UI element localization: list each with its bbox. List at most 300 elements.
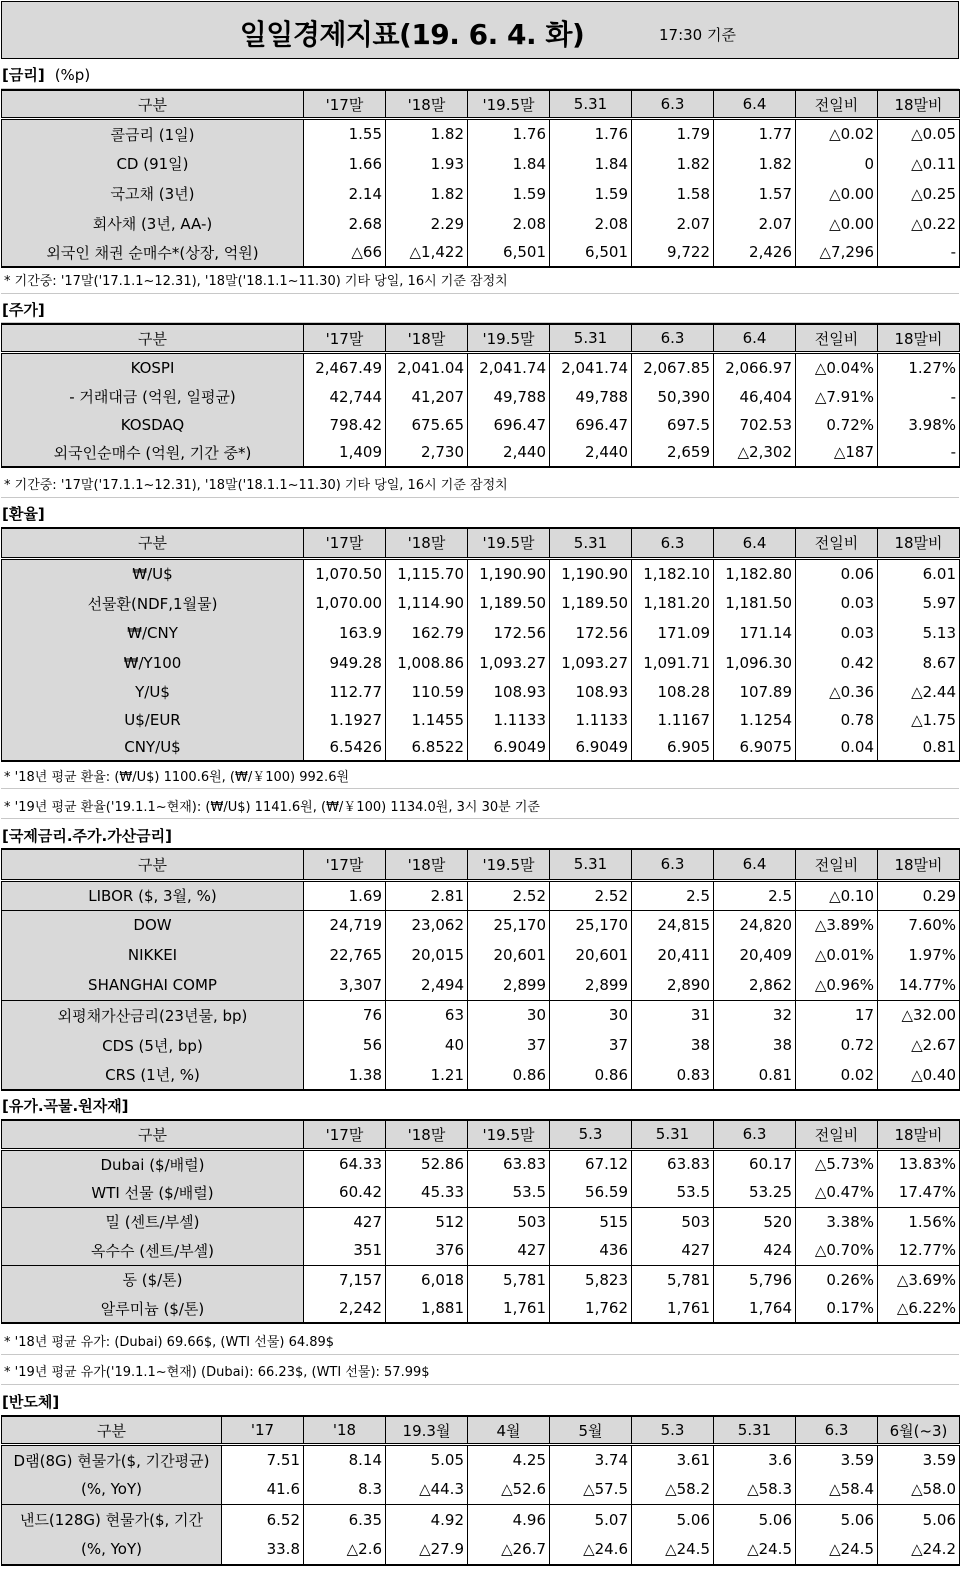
table-cell: 5,823	[550, 1265, 632, 1294]
table-row	[2, 1207, 960, 1236]
table-row	[2, 1294, 960, 1323]
table-cell: 2,041.74	[550, 353, 632, 383]
table-cell: 376	[386, 1236, 468, 1265]
column-header: 5.31	[550, 849, 632, 880]
table-cell: △0.36	[796, 678, 878, 706]
row-label: Y/U$	[2, 678, 304, 706]
column-header: '17말	[304, 90, 386, 119]
row-label: D램(8G) 현물가($, 기간평균)	[2, 1445, 222, 1475]
table-row	[2, 618, 960, 648]
row-label: 외국인순매수 (억원, 기간 중*)	[2, 439, 304, 467]
table-cell: 1.1167	[632, 706, 714, 733]
table-cell: 1.82	[386, 119, 468, 149]
table-cell: -	[878, 383, 960, 411]
table-cell: △58.3	[714, 1475, 796, 1505]
header-row	[2, 1120, 960, 1149]
table-cell: 2,440	[550, 439, 632, 467]
table-cell: 1,762	[550, 1294, 632, 1323]
table-row	[2, 733, 960, 761]
table-row	[2, 970, 960, 1000]
header-row	[2, 849, 960, 880]
table-cell: △24.5	[796, 1535, 878, 1565]
table-cell: 2,041.74	[468, 353, 550, 383]
column-header: '17	[222, 1416, 304, 1445]
column-header: '17말	[304, 1120, 386, 1149]
row-label: - 거래대금 (억원, 일평균)	[2, 383, 304, 411]
table-cell: 520	[714, 1207, 796, 1236]
table-cell: 6.52	[222, 1505, 304, 1535]
table-cell: 60.17	[714, 1149, 796, 1178]
commod-footnote-1: * '18년 평균 유가: (Dubai) 69.66$, (WTI 선물) 64.89$	[4, 1335, 335, 1350]
table-cell: △2,302	[714, 439, 796, 467]
column-header: 구분	[2, 1120, 304, 1149]
table-cell: △0.02	[796, 119, 878, 149]
column-header: 전일비	[796, 528, 878, 558]
table-cell: △24.6	[550, 1535, 632, 1565]
table-cell: 1,189.50	[468, 588, 550, 618]
table-cell: 67.12	[550, 1149, 632, 1178]
table-cell: △6.22%	[878, 1294, 960, 1323]
table-cell: 1,189.50	[550, 588, 632, 618]
table-cell: 2,862	[714, 970, 796, 1000]
table-cell: 6.9049	[550, 733, 632, 761]
column-header: 구분	[2, 849, 304, 880]
column-header: 전일비	[796, 1120, 878, 1149]
table-cell: 63	[386, 1000, 468, 1030]
table-cell: 38	[632, 1030, 714, 1060]
row-label: NIKKEI	[2, 940, 304, 970]
table-cell: 2,041.04	[386, 353, 468, 383]
column-header: 6.4	[714, 90, 796, 119]
table-row	[2, 353, 960, 383]
table-cell: 53.5	[468, 1178, 550, 1207]
table-cell: 49,788	[468, 383, 550, 411]
row-label: SHANGHAI COMP	[2, 970, 304, 1000]
table-cell: 1.76	[468, 119, 550, 149]
table-cell: △0.04%	[796, 353, 878, 383]
table-cell: 3.59	[796, 1445, 878, 1475]
table-cell: 0.17%	[796, 1294, 878, 1323]
row-label: 선물환(NDF,1월물)	[2, 588, 304, 618]
column-header: 전일비	[796, 90, 878, 119]
column-header: 4월	[468, 1416, 550, 1445]
column-header: 구분	[2, 324, 304, 353]
table-cell: △27.9	[386, 1535, 468, 1565]
table-cell: 17.47%	[878, 1178, 960, 1207]
table-cell: △0.25	[878, 179, 960, 209]
table-cell: △0.11	[878, 149, 960, 179]
column-header: 5.3	[550, 1120, 632, 1149]
title-bar	[1, 1, 959, 59]
table-cell: △26.7	[468, 1535, 550, 1565]
table-cell: 13.83%	[878, 1149, 960, 1178]
column-header: 5.31	[550, 90, 632, 119]
column-header: '19.5말	[468, 528, 550, 558]
table-cell: 2,730	[386, 439, 468, 467]
table-cell: 49,788	[550, 383, 632, 411]
column-header: 5월	[550, 1416, 632, 1445]
commod-footnote-2: * '19년 평균 유가('19.1.1~현재) (Dubai): 66.23$, (WTI 선물): 57.99$	[4, 1365, 430, 1380]
table-cell: 63.83	[468, 1149, 550, 1178]
column-header: 6.4	[714, 528, 796, 558]
table-row	[2, 910, 960, 940]
header-row	[2, 324, 960, 353]
row-line	[1, 497, 959, 498]
row-label: U$/EUR	[2, 706, 304, 733]
table-cell: 2.68	[304, 209, 386, 239]
row-label: KOSDAQ	[2, 411, 304, 439]
table-cell: △58.4	[796, 1475, 878, 1505]
table-cell: 63.83	[632, 1149, 714, 1178]
row-label: 외국인 채권 순매수*(상장, 억원)	[2, 239, 304, 267]
commod-table	[1, 1119, 960, 1324]
table-cell: 1.27%	[878, 353, 960, 383]
table-cell: △57.5	[550, 1475, 632, 1505]
table-cell: 1,096.30	[714, 648, 796, 678]
column-header: 5.31	[550, 324, 632, 353]
row-label: LIBOR ($, 3월, %)	[2, 880, 304, 910]
table-cell: 1.1133	[468, 706, 550, 733]
table-cell: 12.77%	[878, 1236, 960, 1265]
table-cell: 6.9049	[468, 733, 550, 761]
table-cell: 8.3	[304, 1475, 386, 1505]
table-row	[2, 880, 960, 910]
table-cell: 172.56	[468, 618, 550, 648]
table-cell: 33.8	[222, 1535, 304, 1565]
table-cell: 1.55	[304, 119, 386, 149]
table-cell: 53.25	[714, 1178, 796, 1207]
table-cell: 1,070.00	[304, 588, 386, 618]
rates-table	[1, 89, 960, 268]
section-label-commod: [유가.곡물.원자재]	[2, 1097, 129, 1115]
row-label: CDS (5년, bp)	[2, 1030, 304, 1060]
table-cell: 2,899	[468, 970, 550, 1000]
section-label-intl: [국제금리.주가.가산금리]	[2, 827, 173, 845]
table-cell: △0.70%	[796, 1236, 878, 1265]
column-header: 18말비	[878, 90, 960, 119]
table-cell: △0.47%	[796, 1178, 878, 1207]
table-row	[2, 239, 960, 267]
table-cell: 503	[632, 1207, 714, 1236]
table-cell: 1,182.10	[632, 558, 714, 588]
table-cell: 6,501	[468, 239, 550, 267]
table-cell: 5.05	[386, 1445, 468, 1475]
table-cell: △3.69%	[878, 1265, 960, 1294]
table-cell: △52.6	[468, 1475, 550, 1505]
table-cell: △0.00	[796, 209, 878, 239]
table-row	[2, 1178, 960, 1207]
table-cell: 697.5	[632, 411, 714, 439]
table-cell: 1.21	[386, 1060, 468, 1090]
table-cell: 6.905	[632, 733, 714, 761]
row-label: 국고채 (3년)	[2, 179, 304, 209]
row-line	[1, 818, 959, 819]
table-row	[2, 439, 960, 467]
column-header: 19.3월	[386, 1416, 468, 1445]
header-row	[2, 528, 960, 558]
table-cell: 30	[468, 1000, 550, 1030]
table-cell: 2,890	[632, 970, 714, 1000]
table-cell: 2.08	[550, 209, 632, 239]
row-line	[1, 788, 959, 789]
table-cell: 5,781	[468, 1265, 550, 1294]
table-cell: △0.01%	[796, 940, 878, 970]
table-cell: △5.73%	[796, 1149, 878, 1178]
table-cell: 1.93	[386, 149, 468, 179]
section-label-rates: [금리] (%p)	[2, 66, 91, 84]
table-cell: 1,008.86	[386, 648, 468, 678]
table-cell: 512	[386, 1207, 468, 1236]
column-header: 6.3	[714, 1120, 796, 1149]
table-row	[2, 1445, 960, 1475]
table-cell: 25,170	[550, 910, 632, 940]
table-cell: 5,781	[632, 1265, 714, 1294]
table-cell: 2.52	[550, 880, 632, 910]
table-cell: 40	[386, 1030, 468, 1060]
table-cell: 42,744	[304, 383, 386, 411]
table-cell: 1,190.90	[550, 558, 632, 588]
table-cell: 30	[550, 1000, 632, 1030]
table-cell: 9,722	[632, 239, 714, 267]
column-header: '18말	[386, 849, 468, 880]
table-cell: 1,093.27	[550, 648, 632, 678]
table-cell: 0.02	[796, 1060, 878, 1090]
column-header: 5.3	[632, 1416, 714, 1445]
column-header: 5.31	[714, 1416, 796, 1445]
row-label: CRS (1년, %)	[2, 1060, 304, 1090]
table-cell: 0.03	[796, 588, 878, 618]
table-cell: △187	[796, 439, 878, 467]
table-cell: 2,426	[714, 239, 796, 267]
table-cell: 45.33	[386, 1178, 468, 1207]
fx-table	[1, 527, 960, 762]
table-cell: 6,501	[550, 239, 632, 267]
table-cell: 6.9075	[714, 733, 796, 761]
section-label-fx: [환율]	[2, 505, 45, 523]
table-cell: 1.1927	[304, 706, 386, 733]
table-row	[2, 940, 960, 970]
table-cell: 515	[550, 1207, 632, 1236]
column-header: '18말	[386, 324, 468, 353]
table-cell: 2.07	[714, 209, 796, 239]
table-cell: 1,190.90	[468, 558, 550, 588]
table-cell: 163.9	[304, 618, 386, 648]
table-cell: 4.92	[386, 1505, 468, 1535]
column-header: '19.5말	[468, 1120, 550, 1149]
table-row	[2, 558, 960, 588]
table-cell: 0.86	[550, 1060, 632, 1090]
column-header: 18말비	[878, 324, 960, 353]
table-cell: △0.22	[878, 209, 960, 239]
table-cell: 5.06	[632, 1505, 714, 1535]
table-row	[2, 1149, 960, 1178]
table-cell: 5.13	[878, 618, 960, 648]
column-header: '19.5말	[468, 90, 550, 119]
column-header: 18말비	[878, 849, 960, 880]
fx-footnote-2: * '19년 평균 환율('19.1.1~현재): (₩/U$) 1141.6원, (₩/￥100) 1134.0원, 3시 30분 기준	[4, 800, 540, 815]
table-cell: △2.67	[878, 1030, 960, 1060]
table-cell: 0.72	[796, 1030, 878, 1060]
table-cell: 20,409	[714, 940, 796, 970]
column-header: 전일비	[796, 849, 878, 880]
column-header: '17말	[304, 528, 386, 558]
row-line	[1, 293, 959, 294]
row-label: ₩/Y100	[2, 648, 304, 678]
table-cell: 798.42	[304, 411, 386, 439]
table-cell: 5.06	[714, 1505, 796, 1535]
column-header: 구분	[2, 1416, 222, 1445]
table-cell: 3.38%	[796, 1207, 878, 1236]
column-header: 구분	[2, 90, 304, 119]
table-row	[2, 648, 960, 678]
section-label-stocks: [주가]	[2, 301, 45, 319]
table-cell: △0.00	[796, 179, 878, 209]
row-label: 동 ($/톤)	[2, 1265, 304, 1294]
table-cell: 76	[304, 1000, 386, 1030]
table-cell: △7.91%	[796, 383, 878, 411]
column-header: '18말	[386, 528, 468, 558]
table-cell: 8.14	[304, 1445, 386, 1475]
row-label: KOSPI	[2, 353, 304, 383]
column-header: 전일비	[796, 324, 878, 353]
table-cell: 1,091.71	[632, 648, 714, 678]
table-cell: 7,157	[304, 1265, 386, 1294]
table-cell: -	[878, 239, 960, 267]
row-label: 낸드(128G) 현물가($, 기간	[2, 1505, 222, 1535]
table-cell: 56.59	[550, 1178, 632, 1207]
table-cell: △1,422	[386, 239, 468, 267]
table-cell: 5.07	[550, 1505, 632, 1535]
table-row	[2, 179, 960, 209]
table-cell: 2,067.85	[632, 353, 714, 383]
column-header: 6.3	[796, 1416, 878, 1445]
row-label: (%, YoY)	[2, 1535, 222, 1565]
table-cell: 0.06	[796, 558, 878, 588]
table-cell: 20,411	[632, 940, 714, 970]
table-cell: 2.14	[304, 179, 386, 209]
table-cell: 1,114.90	[386, 588, 468, 618]
table-cell: 1.56%	[878, 1207, 960, 1236]
table-cell: 38	[714, 1030, 796, 1060]
table-cell: 32	[714, 1000, 796, 1030]
table-row	[2, 1265, 960, 1294]
table-cell: 427	[304, 1207, 386, 1236]
table-cell: 7.60%	[878, 910, 960, 940]
table-cell: 0	[796, 149, 878, 179]
table-cell: 6,018	[386, 1265, 468, 1294]
table-cell: 25,170	[468, 910, 550, 940]
table-cell: 1.66	[304, 149, 386, 179]
header-row	[2, 1416, 960, 1445]
row-label: 밀 (센트/부셀)	[2, 1207, 304, 1236]
table-cell: 20,015	[386, 940, 468, 970]
table-cell: 1.82	[386, 179, 468, 209]
row-label: ₩/U$	[2, 558, 304, 588]
table-cell: 1,181.50	[714, 588, 796, 618]
table-cell: 2,242	[304, 1294, 386, 1323]
table-cell: △3.89%	[796, 910, 878, 940]
column-header: 5.31	[632, 1120, 714, 1149]
table-cell: 1,181.20	[632, 588, 714, 618]
table-cell: 108.28	[632, 678, 714, 706]
table-cell: 1.79	[632, 119, 714, 149]
table-cell: 20,601	[550, 940, 632, 970]
table-cell: 0.42	[796, 648, 878, 678]
table-cell: 3.74	[550, 1445, 632, 1475]
table-cell: 1,409	[304, 439, 386, 467]
table-row	[2, 119, 960, 149]
table-row	[2, 1475, 960, 1505]
table-cell: 1.1254	[714, 706, 796, 733]
table-cell: 0.83	[632, 1060, 714, 1090]
column-header: 6.4	[714, 849, 796, 880]
table-cell: △58.0	[878, 1475, 960, 1505]
table-cell: 1.76	[550, 119, 632, 149]
table-cell: 0.72%	[796, 411, 878, 439]
table-cell: 60.42	[304, 1178, 386, 1207]
row-line	[1, 1384, 959, 1385]
stocks-table	[1, 323, 960, 468]
table-cell: 5.06	[878, 1505, 960, 1535]
table-cell: 949.28	[304, 648, 386, 678]
table-cell: 4.96	[468, 1505, 550, 1535]
table-cell: 24,820	[714, 910, 796, 940]
table-cell: 14.77%	[878, 970, 960, 1000]
column-header: '19.5말	[468, 849, 550, 880]
table-cell: △0.10	[796, 880, 878, 910]
table-cell: 1.69	[304, 880, 386, 910]
table-cell: 2.08	[468, 209, 550, 239]
table-cell: 2,467.49	[304, 353, 386, 383]
table-cell: 427	[468, 1236, 550, 1265]
table-cell: 17	[796, 1000, 878, 1030]
table-cell: 696.47	[550, 411, 632, 439]
row-label: DOW	[2, 910, 304, 940]
as-of-time: 17:30 기준	[659, 26, 736, 44]
table-cell: 23,062	[386, 910, 468, 940]
column-header: '17말	[304, 324, 386, 353]
table-cell: 351	[304, 1236, 386, 1265]
table-cell: 3.6	[714, 1445, 796, 1475]
table-cell: 0.86	[468, 1060, 550, 1090]
table-cell: △66	[304, 239, 386, 267]
table-cell: 6.01	[878, 558, 960, 588]
column-header: 6.3	[632, 324, 714, 353]
table-cell: 1.59	[550, 179, 632, 209]
column-header: 6.4	[714, 324, 796, 353]
row-line	[1, 1354, 959, 1355]
table-cell: 2,659	[632, 439, 714, 467]
table-cell: 427	[632, 1236, 714, 1265]
table-cell: 1.58	[632, 179, 714, 209]
table-cell: 110.59	[386, 678, 468, 706]
table-cell: △7,296	[796, 239, 878, 267]
table-cell: △0.96%	[796, 970, 878, 1000]
table-cell: 503	[468, 1207, 550, 1236]
row-label: 콜금리 (1일)	[2, 119, 304, 149]
table-cell: 2,899	[550, 970, 632, 1000]
rates-footnote: * 기간중: '17말('17.1.1~12.31), '18말('18.1.1~11.30) 기타 당일, 16시 기준 잠정치	[4, 274, 508, 289]
table-cell: 1,761	[468, 1294, 550, 1323]
table-cell: 7.51	[222, 1445, 304, 1475]
table-cell: 0.81	[714, 1060, 796, 1090]
table-cell: 6.35	[304, 1505, 386, 1535]
table-cell: 172.56	[550, 618, 632, 648]
table-cell: 0.04	[796, 733, 878, 761]
table-cell: 0.78	[796, 706, 878, 733]
column-header: 6.3	[632, 90, 714, 119]
table-row	[2, 706, 960, 733]
